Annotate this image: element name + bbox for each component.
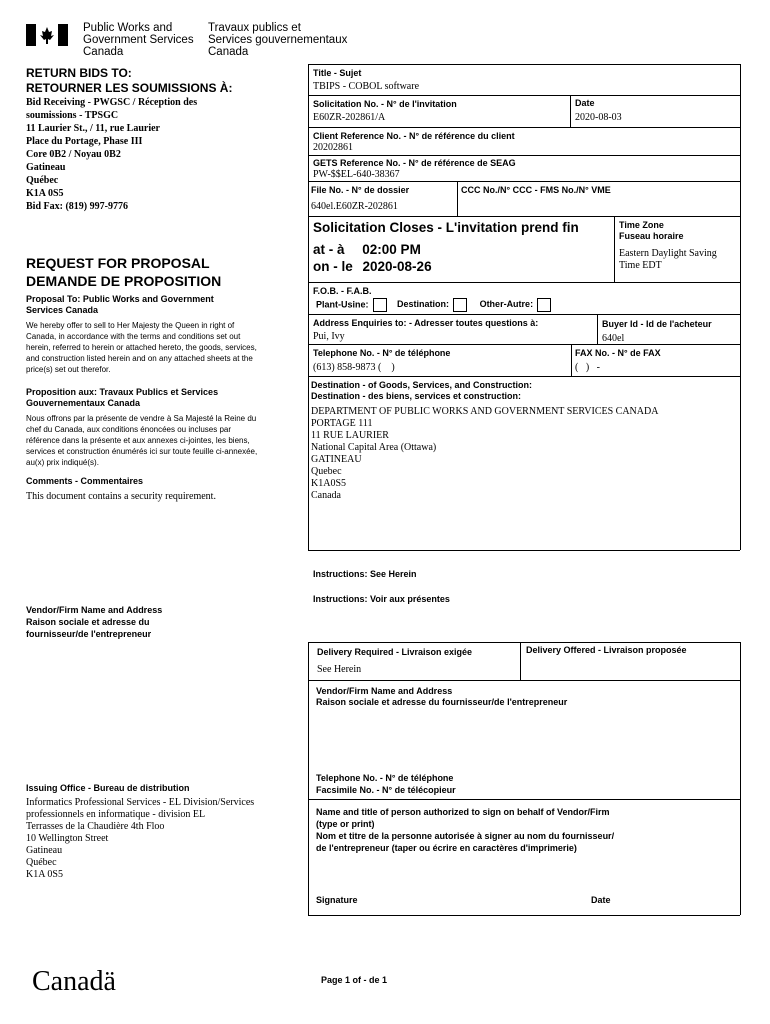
destination-line: K1A0S5: [311, 478, 347, 489]
lower-border-top: [308, 642, 740, 643]
proposal-to-en: Proposal To: Public Works and Government Services Canada: [26, 294, 214, 315]
tz-value-line: Time EDT: [619, 260, 662, 271]
ccc-no-label: CCC No./N° CCC - FMS No./N° VME: [461, 185, 611, 195]
client-ref-label: Client Reference No. - N° de référence du client: [313, 131, 515, 141]
telephone-label: Telephone No. - N° de téléphone: [313, 348, 451, 358]
issuing-line: Québec: [26, 857, 57, 868]
gets-ref-value: PW-$$EL-640-38367: [313, 169, 400, 180]
address-enquiries-label: Address Enquiries to: - Adresser toutes questions à:: [313, 318, 539, 328]
lower-border-bottom: [308, 915, 740, 916]
address-line: 11 Laurier St., / 11, rue Laurier: [26, 123, 160, 134]
time-zone-value: [619, 248, 717, 272]
issuing-line: Terrasses de la Chaudière 4th Floo: [26, 821, 165, 832]
destination-label-fr: Destination - des biens, services et construction:: [311, 391, 522, 401]
fob-destination-label: Destination:: [397, 299, 450, 310]
dept-fr-line: Services gouvernementaux: [208, 34, 348, 46]
row-divider: [308, 282, 740, 283]
issuing-line: professionnels en informatique - division EL: [26, 809, 206, 820]
signer-label-line: Nom et titre de la personne autorisée à signer au nom du fournisseur/: [316, 831, 615, 841]
destination-line: DEPARTMENT OF PUBLIC WORKS AND GOVERNMENT SERVICES CANADA: [311, 406, 659, 417]
return-bids-title: [26, 66, 232, 96]
row-divider: [308, 344, 740, 345]
destination-line: PORTAGE 111: [311, 418, 373, 429]
dept-en-line: Government Services: [83, 34, 194, 46]
fax-label: FAX No. - N° de FAX: [575, 348, 661, 358]
row-divider: [308, 95, 740, 96]
fob-plant-checkbox[interactable]: [373, 298, 387, 312]
address-line: K1A 0S5: [26, 188, 64, 199]
tz-label-fr: Fuseau horaire: [619, 231, 684, 241]
form-border-left: [308, 64, 309, 550]
address-enquiries-value: Pui, Ivy: [313, 331, 345, 342]
destination-line: 11 RUE LAURIER: [311, 430, 389, 441]
col-divider: [457, 181, 458, 216]
destination-line: Quebec: [311, 466, 342, 477]
issuing-line: Gatineau: [26, 845, 63, 856]
signer-label-line: Name and title of person authorized to sign on behalf of Vendor/Firm: [316, 807, 610, 817]
buyer-id-label: Buyer Id - Id de l'acheteur: [602, 319, 712, 329]
row-divider: [308, 127, 740, 128]
return-bids-title-fr: RETOURNER LES SOUMISSIONS À:: [26, 81, 233, 95]
issuing-line: 10 Wellington Street: [26, 833, 109, 844]
issuing-line: Informatics Professional Services - EL Division/Services: [26, 797, 255, 808]
col-divider: [614, 216, 615, 282]
fob-options: [316, 298, 551, 312]
on-label: on - le: [313, 259, 353, 274]
department-name-fr: [208, 22, 347, 58]
destination-label-en: Destination - of Goods, Services, and Construction:: [311, 380, 533, 390]
tz-label-en: Time Zone: [619, 220, 664, 230]
vendor-firm-label-en: Vendor/Firm Name and Address: [316, 686, 453, 696]
fob-plant-label: Plant-Usine:: [316, 299, 369, 310]
solicitation-no-label: Solicitation No. - N° de l'invitation: [313, 99, 457, 109]
destination-label: [311, 380, 532, 402]
file-no-label: File No. - N° de dossier: [311, 185, 410, 195]
dept-en-line: Canada: [83, 46, 124, 58]
dept-fr-line: Travaux publics et: [208, 22, 301, 34]
row-divider: [308, 216, 740, 217]
lower-border-right: [740, 642, 741, 915]
bid-fax: Bid Fax: (819) 997-9776: [26, 201, 128, 212]
destination-line: GATINEAU: [311, 454, 362, 465]
file-no-value: 640el.E60ZR-202861: [311, 201, 398, 212]
col-divider: [570, 95, 571, 127]
address-line: Core 0B2 / Noyau 0B2: [26, 149, 121, 160]
row-divider: [308, 376, 740, 377]
proposal-to-fr: Proposition aux: Travaux Publics et Services Gouvernementaux Canada: [26, 387, 219, 408]
department-name-en: [83, 22, 194, 58]
address-line: Bid Receiving - PWGSC / Réception des: [26, 97, 198, 108]
col-divider: [520, 642, 521, 680]
delivery-required-value: See Herein: [317, 664, 362, 675]
form-border-top: [308, 64, 740, 65]
fob-other-label: Other-Autre:: [479, 299, 534, 310]
comments-value: This document contains a security requirement.: [26, 491, 216, 502]
destination-line: Canada: [311, 490, 341, 501]
row-divider: [308, 314, 740, 315]
vendor-telephone-label: Telephone No. - N° de téléphone: [316, 773, 454, 783]
date-label: Date: [575, 98, 595, 108]
closing-date-value: 2020-08-26: [362, 259, 432, 274]
form-border-bottom: [308, 550, 740, 551]
vendor-facsimile-label: Facsimile No. - N° de télécopieur: [316, 785, 456, 795]
offer-text-en: We hereby offer to sell to Her Majesty the Queen in right of Canada, in accordance with the terms and conditions set out herein, referred to herein or attached hereto, the goods, services, and construction listed herein and on any attached sheets at the price(s) set out therefor.: [26, 321, 257, 374]
address-line: Gatineau: [26, 162, 66, 173]
delivery-required-label: Delivery Required - Livraison exigée: [317, 647, 473, 657]
closing-date-row: [313, 259, 432, 274]
signer-label-line: (type or print): [316, 819, 375, 829]
destination-address: [311, 406, 736, 502]
closing-time-row: [313, 242, 421, 257]
fob-other-checkbox[interactable]: [537, 298, 551, 312]
fax-value: ( ) -: [575, 362, 600, 373]
rfp-title-fr: DEMANDE DE PROPOSITION: [26, 273, 222, 289]
row-divider: [308, 799, 740, 800]
fob-label: F.O.B. - F.A.B.: [313, 286, 372, 296]
offer-text-fr: Nous offrons par la présente de vendre à Sa Majesté la Reine du chef du Canada, aux conditions énoncées ou incluses par référence dans la présente et aux annexes ci-jointes, les biens, services et construction énumérés ici sur toute feuille ci-annexée, au(x) prix indiqué(s).: [26, 414, 258, 467]
canada-wordmark: Canadä: [32, 966, 116, 997]
issuing-line: K1A 0S5: [26, 869, 63, 880]
client-ref-value: 20202861: [313, 142, 353, 153]
page-number: Page 1 of - de 1: [321, 975, 388, 985]
fob-destination-checkbox[interactable]: [453, 298, 467, 312]
authorized-signer-label: [316, 806, 736, 854]
instructions-en: Instructions: See Herein: [313, 569, 417, 579]
vendor-firm-label-fr: Raison sociale et adresse du fournisseur/de l'entrepreneur: [316, 697, 568, 707]
solicitation-no-value: E60ZR-202861/A: [313, 112, 386, 123]
issuing-office-label: Issuing Office - Bureau de distribution: [26, 783, 190, 793]
vendor-label-en: Vendor/Firm Name and Address: [26, 605, 163, 615]
return-bids-address: [26, 96, 296, 213]
form-border-right: [740, 64, 741, 550]
lower-border-left: [308, 642, 309, 915]
address-line: Place du Portage, Phase III: [26, 136, 143, 147]
signature-date-label: Date: [591, 895, 611, 905]
canada-flag-icon: [26, 24, 68, 46]
buyer-id-value: 640el: [602, 333, 625, 344]
time-zone-label: [619, 220, 684, 242]
issuing-office-address: [26, 797, 306, 881]
row-divider: [308, 680, 740, 681]
signature-label: Signature: [316, 895, 358, 905]
title-value: TBIPS - COBOL software: [313, 81, 420, 92]
signer-label-line: de l'entrepreneur (taper ou écrire en caractères d'imprimerie): [316, 843, 577, 853]
destination-line: National Capital Area (Ottawa): [311, 442, 437, 453]
rfp-title: [26, 254, 221, 290]
row-divider: [308, 181, 740, 182]
at-label: at - à: [313, 242, 345, 257]
vendor-address-label: [26, 604, 196, 640]
dept-en-line: Public Works and: [83, 22, 173, 34]
address-line: Québec: [26, 175, 59, 186]
address-line: soumissions - TPSGC: [26, 110, 119, 121]
title-label: Title - Sujet: [313, 68, 362, 78]
vendor-label-fr: Raison sociale et adresse du fournisseur/de l'entrepreneur: [26, 617, 152, 639]
date-value: 2020-08-03: [575, 112, 622, 123]
vendor-phone-label: [316, 772, 456, 796]
delivery-offered-label: Delivery Offered - Livraison proposée: [526, 645, 687, 655]
telephone-value: (613) 858-9873 ( ): [313, 362, 395, 373]
col-divider: [597, 314, 598, 344]
vendor-firm-label: [316, 686, 567, 708]
rfp-title-en: REQUEST FOR PROPOSAL: [26, 255, 210, 271]
instructions-fr: Instructions: Voir aux présentes: [313, 594, 450, 604]
dept-fr-line: Canada: [208, 46, 249, 58]
comments-label: Comments - Commentaires: [26, 476, 144, 486]
gets-ref-label: GETS Reference No. - N° de référence de SEAG: [313, 158, 516, 168]
return-bids-title-en: RETURN BIDS TO:: [26, 66, 132, 80]
closing-time-value: 02:00 PM: [362, 242, 421, 257]
col-divider: [571, 344, 572, 376]
solicitation-closes-title: Solicitation Closes - L'invitation prend fin: [313, 220, 579, 235]
row-divider: [308, 155, 740, 156]
tz-value-line: Eastern Daylight Saving: [619, 248, 717, 259]
